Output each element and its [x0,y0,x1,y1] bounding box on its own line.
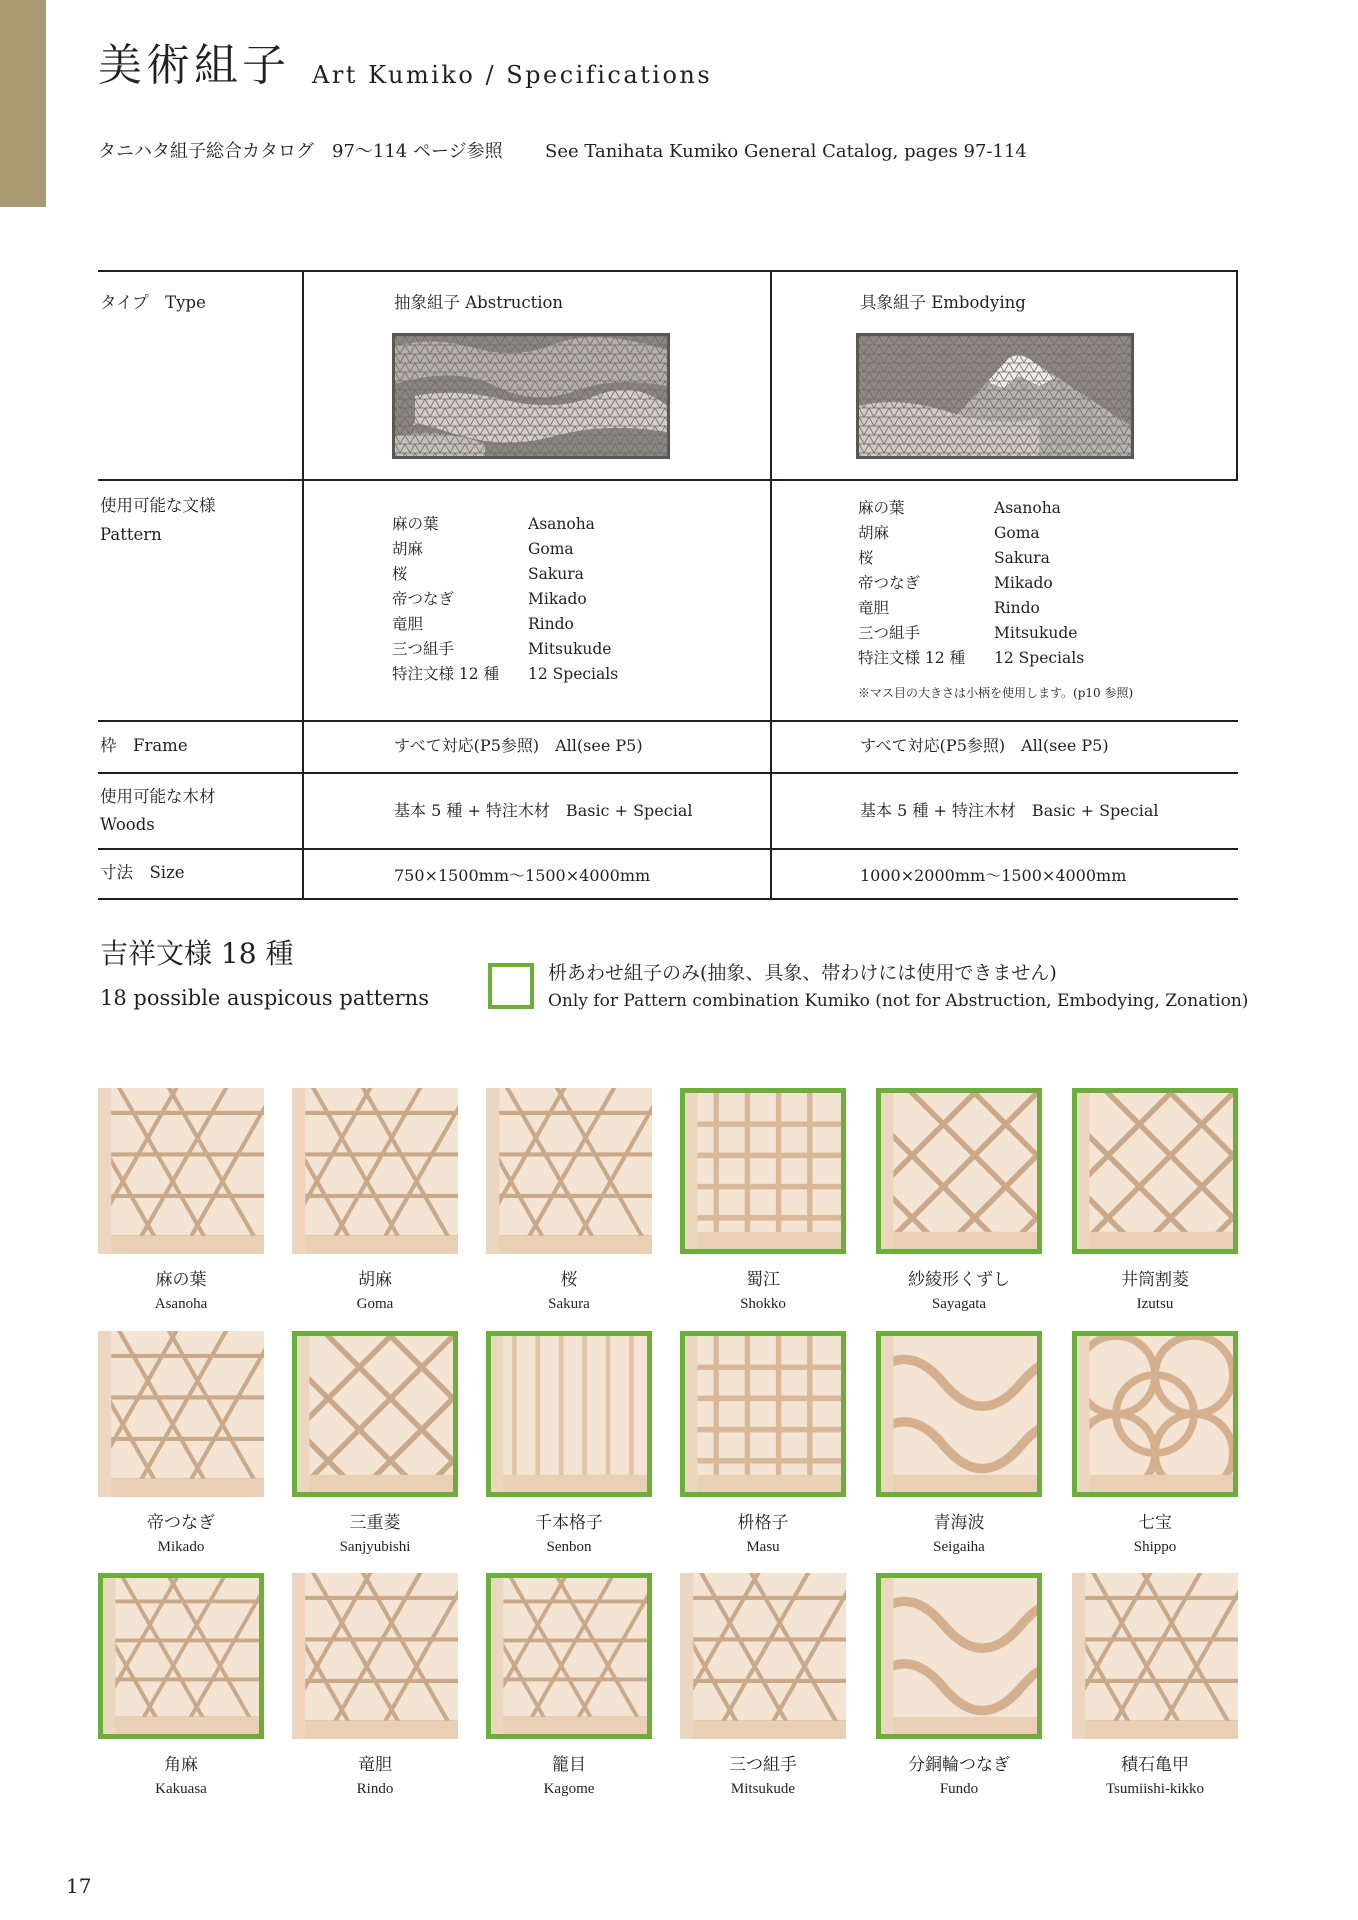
catalog-reference-jp: タニハタ組子総合カタログ 97〜114 ページ参照 [98,141,503,162]
pattern-name-jp: 胡麻 [358,1270,392,1290]
pattern-item [680,1088,846,1312]
pattern-name-jp: 麻の葉 [155,1270,207,1290]
embodying-pattern-list [858,496,1084,671]
pattern-image [876,1331,1042,1497]
pattern-image [292,1331,458,1497]
frame-label: 枠 Frame [100,736,188,755]
size-label: 寸法 Size [100,863,185,882]
pattern-item [98,1331,264,1555]
pattern-name-jp: 七宝 [1138,1513,1172,1533]
section-tab [0,0,46,207]
pattern-name-en: Mikado [157,1539,205,1555]
pattern-item [486,1331,652,1555]
pattern-item [292,1573,458,1797]
pattern-image [876,1088,1042,1254]
pattern-name-en: Goma [356,1296,394,1312]
pattern-image [98,1573,264,1739]
embodying-type: 具象組子 Embodying [860,293,1026,312]
legend-text-jp: 枡あわせ組子のみ(抽象、具象、帯わけには使用できません) [548,962,1057,984]
pattern-image [486,1573,652,1739]
pattern-name-jp: 角麻 [164,1755,198,1775]
pattern-name-en: Sayagata [931,1296,987,1312]
abstruction-type: 抽象組子 Abstruction [394,293,564,312]
pattern-image [876,1573,1042,1739]
pattern-name-en: Shippo [1133,1539,1177,1555]
page-number: 17 [66,1874,92,1898]
pattern-label-jp: 使用可能な文様 [100,496,216,515]
pattern-name-en: Senbon [546,1539,592,1555]
embodying-woods: 基本 5 種 + 特注木材 Basic + Special [860,801,1159,820]
pattern-row: 特注文様 12 種 12 Specials [392,665,619,683]
pattern-name-en: Kagome [543,1781,595,1797]
woods-label-en: Woods [100,815,155,834]
pattern-image [292,1573,458,1739]
pattern-name-en: Mitsukude [730,1781,796,1797]
pattern-row: 竜胆 Rindo [392,615,574,633]
pattern-name-jp: 三つ組手 [729,1755,797,1775]
pattern-name-jp: 千本格子 [535,1513,603,1533]
pattern-name-jp: 紗綾形くずし [908,1270,1010,1290]
pattern-row: 帝つなぎ Mikado [858,574,1053,592]
pattern-name-jp: 蜀江 [746,1270,780,1290]
pattern-item [876,1331,1042,1555]
pattern-item [876,1573,1042,1797]
pattern-name-jp: 青海波 [933,1513,985,1533]
pattern-name-en: Kakuasa [155,1781,207,1797]
pattern-item [98,1573,264,1797]
pattern-item [486,1573,652,1797]
pattern-image [98,1088,264,1254]
pattern-name-jp: 三重菱 [349,1513,401,1533]
pattern-image [486,1088,652,1254]
pattern-row: 胡麻 Goma [858,524,1040,542]
pattern-image [680,1088,846,1254]
spec-table [98,270,1238,900]
pattern-name-en: Sanjyubishi [339,1539,411,1555]
pattern-name-en: Izutsu [1136,1296,1174,1312]
pattern-row: 特注文様 12 種 12 Specials [858,649,1085,667]
legend-green-box [488,963,534,1009]
pattern-name-jp: 桜 [560,1270,578,1290]
pattern-image [1072,1088,1238,1254]
legend-text-en: Only for Pattern combination Kumiko (not for Abstruction, Embodying, Zonation) [548,991,1249,1011]
pattern-image [98,1331,264,1497]
pattern-image [1072,1573,1238,1739]
pattern-item [1072,1088,1238,1312]
pattern-image [292,1088,458,1254]
woods-label-jp: 使用可能な木材 [100,787,216,806]
size-note: ※マス目の大きさは小柄を使用します。(p10 参照) [858,686,1134,700]
pattern-row: 麻の葉 Asanoha [858,499,1061,517]
abstruction-size: 750×1500mm〜1500×4000mm [394,866,651,885]
pattern-name-en: Tsumiishi-kikko [1105,1781,1205,1797]
pattern-label-en: Pattern [100,525,162,544]
pattern-row: 桜 Sakura [392,565,584,583]
pattern-image [680,1331,846,1497]
pattern-name-jp: 枡格子 [737,1513,789,1533]
pattern-name-en: Shokko [740,1296,786,1312]
pattern-row: 三つ組手 Mitsukude [858,624,1078,642]
pattern-name-jp: 井筒割菱 [1121,1270,1189,1290]
pattern-name-jp: 積石亀甲 [1121,1755,1189,1775]
pattern-name-en: Fundo [939,1781,979,1797]
pattern-item [680,1573,846,1797]
pattern-name-jp: 帝つなぎ [147,1513,215,1533]
pattern-item [292,1331,458,1555]
pattern-item [486,1088,652,1312]
pattern-item [876,1088,1042,1312]
pattern-grid [98,1088,1241,1818]
abstruction-pattern-list [392,512,618,687]
pattern-row: 桜 Sakura [858,549,1050,567]
pattern-row: 麻の葉 Asanoha [392,515,595,533]
embodying-frame: すべて対応(P5参照) All(see P5) [860,736,1109,755]
pattern-item [1072,1331,1238,1555]
page-title: 美術組子 [98,40,290,91]
pattern-row: 三つ組手 Mitsukude [392,640,612,658]
embodying-sample-image [856,333,1134,459]
type-label: タイプ Type [100,293,206,312]
pattern-name-en: Rindo [356,1781,394,1797]
pattern-name-en: Sakura [548,1296,590,1312]
abstruction-sample-image [392,333,670,459]
page-title-en: Art Kumiko / Specifications [312,61,713,89]
pattern-name-en: Asanoha [154,1296,208,1312]
pattern-item [680,1331,846,1555]
abstruction-frame: すべて対応(P5参照) All(see P5) [394,736,643,755]
pattern-name-jp: 籠目 [552,1755,586,1775]
pattern-name-jp: 竜胆 [358,1755,392,1775]
pattern-row: 胡麻 Goma [392,540,574,558]
pattern-image [680,1573,846,1739]
pattern-item [292,1088,458,1312]
pattern-image [486,1331,652,1497]
pattern-name-jp: 分銅輪つなぎ [908,1755,1010,1775]
pattern-row: 帝つなぎ Mikado [392,590,587,608]
pattern-name-en: Masu [746,1539,780,1555]
pattern-name-en: Seigaiha [933,1539,985,1555]
abstruction-woods: 基本 5 種 + 特注木材 Basic + Special [394,801,693,820]
pattern-row: 竜胆 Rindo [858,599,1040,617]
pattern-item [98,1088,264,1312]
auspicious-title: 吉祥文様 18 種 [100,937,294,970]
pattern-item [1072,1573,1238,1797]
pattern-image [1072,1331,1238,1497]
auspicious-subtitle: 18 possible auspicous patterns [100,986,429,1010]
embodying-size: 1000×2000mm〜1500×4000mm [860,866,1127,885]
catalog-reference-en: See Tanihata Kumiko General Catalog, pages 97-114 [545,141,1027,162]
